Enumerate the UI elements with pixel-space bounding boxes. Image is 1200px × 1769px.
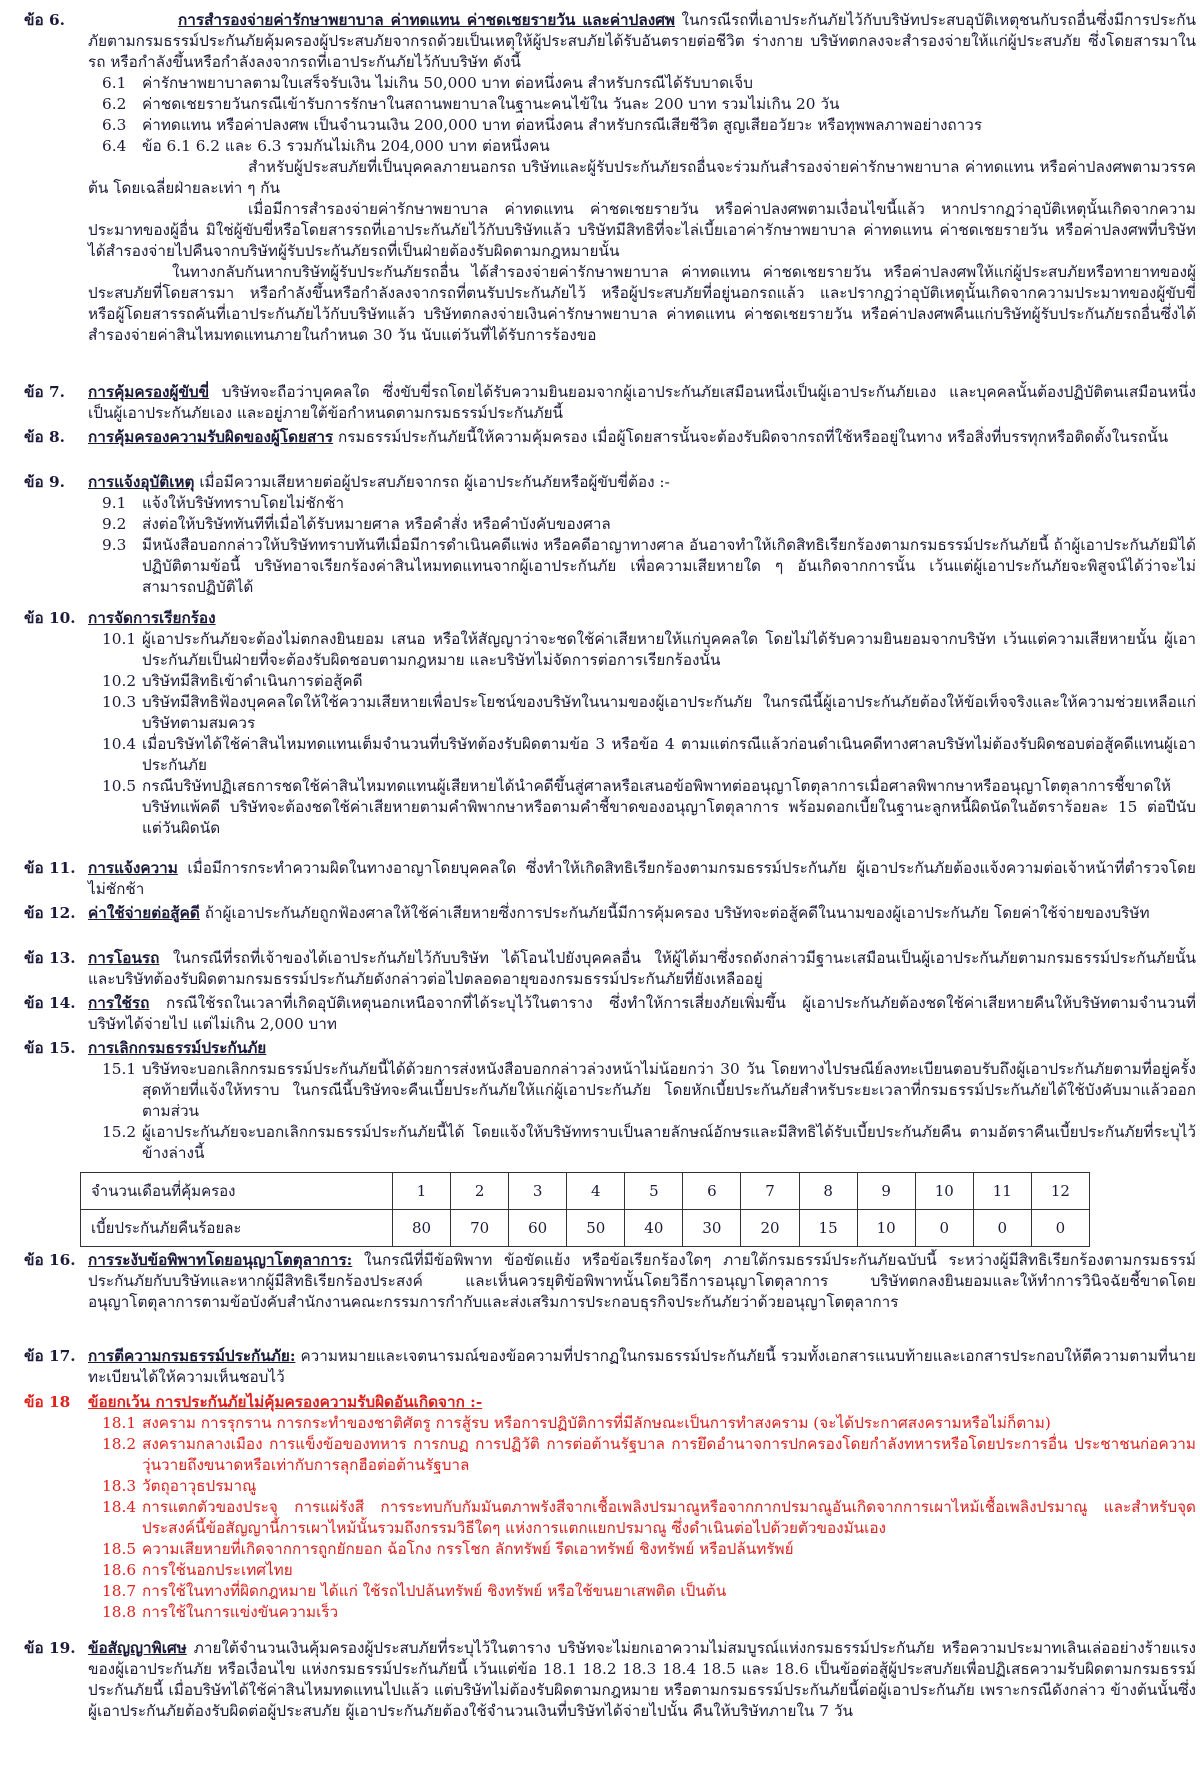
sub-clause <box>102 1497 1196 1539</box>
sub-clause-number: 9.3 <box>102 536 127 554</box>
sub-clause-text: กรณีบริษัทปฏิเสธการชดใช้ค่าสินไหมทดแทนผู้เสียหายได้นำคดีขึ้นสู่ศาลหรือเสนอข้อพิพาทต่ออนุญาโตตุลาการเมื่อศาลพิพากษาหรืออนุญาโตตุลาการชี้ขาดให้บริษัทแพ้คดี บริษัทจะต้องชดใช้ค่าเสียหายตามคำพิพากษาหรือตามคำชี้ขาดของอนุญาโตตุลาการ พร้อมดอกเบี้ยในฐานะลูกหนี้ผิดนัดในอัตราร้อยละ 15 ต่อปีนับแต่วันผิดนัด <box>142 777 1196 837</box>
clause-text: ถ้าผู้เอาประกันภัยถูกฟ้องศาลให้ใช้ค่าเสียหายซึ่งการประกันภัยนี้มีการคุ้มครอง บริษัทจะต่อสู้คดีในนามของผู้เอาประกันภัย โดยค่าใช้จ่ายของบริษัท <box>204 904 1150 922</box>
clause-paragraph <box>88 472 1196 493</box>
table-cell: 1 <box>393 1173 451 1210</box>
clause-paragraph <box>88 427 1196 448</box>
clause-number: ข้อ 11. <box>24 859 76 877</box>
clause-title: ข้อสัญญาพิเศษ <box>88 1639 187 1657</box>
clause-19 <box>24 1638 1196 1722</box>
clause-paragraph: ในทางกลับกันหากบริษัทผู้รับประกันภัยรถอื่น ได้สำรองจ่ายค่ารักษาพยาบาล ค่าทดแทน ค่าชดเชยรายวัน หรือค่าปลงศพให้แก่ผู้ประสบภัยหรือทายาทของผู้ประสบภัยที่โดยสารมา หรือกำลังขึ้นหรือกำลังลงจากรถที่ตนรับประกันภัยไว้ หรือผู้ประสบภัยที่อยู่นอกรถแล้ว และปรากฏว่าอุบัติเหตุนั้นเกิดจากความประมาทของผู้ขับขี่ หรือผู้โดยสารรถคันที่เอาประกันภัยไว้กับบริษัทแล้ว บริษัทตกลงจ่ายเงินค่ารักษาพยาบาล ค่าทดแทน ค่าชดเชยรายวัน หรือค่าปลงศพคืนแก่บริษัทผู้รับประกันภัยรถอื่นซึ่งได้สำรองจ่ายค่าสินไหมทดแทนภายในกำหนด 30 วัน นับแต่วันที่ได้รับการร้องขอ <box>88 263 1196 344</box>
clause-11 <box>24 858 1196 900</box>
sub-clause-text: ข้อ 6.1 6.2 และ 6.3 รวมกันไม่เกิน 204,000 บาท ต่อหนึ่งคน <box>142 137 550 155</box>
clause-paragraph <box>88 10 1196 73</box>
table-cell: 12 <box>1031 1173 1089 1210</box>
sub-clause <box>102 1581 1196 1602</box>
table-cell: 30 <box>683 1210 741 1247</box>
clause-title: การระงับข้อพิพาทโดยอนุญาโตตุลาการ: <box>88 1251 353 1269</box>
clause-number: ข้อ 19. <box>24 1639 76 1657</box>
clause-8 <box>24 427 1196 448</box>
clause-paragraph <box>88 1250 1196 1313</box>
sub-clause <box>102 115 1196 136</box>
sub-clause <box>102 1476 1196 1497</box>
sub-clause-text: ความเสียหายที่เกิดจากการถูกยักยอก ฉ้อโกง กรรโชก ลักทรัพย์ รีดเอาทรัพย์ ชิงทรัพย์ หรือปล้นทรัพย์ <box>142 1540 794 1558</box>
sub-clause-text: แจ้งให้บริษัททราบโดยไม่ชักช้า <box>142 494 345 512</box>
table-cell: 8 <box>799 1173 857 1210</box>
sub-clause <box>102 1602 1196 1623</box>
table-cell: 80 <box>393 1210 451 1247</box>
clause-paragraph <box>88 608 1196 629</box>
table-cell: 60 <box>509 1210 567 1247</box>
clause-16 <box>24 1250 1196 1313</box>
clause-paragraph <box>88 948 1196 990</box>
clause-number: ข้อ 17. <box>24 1347 76 1365</box>
clause-title: การโอนรถ <box>88 949 160 967</box>
sub-clause <box>102 776 1196 839</box>
clause-title: การแจ้งความ <box>88 859 178 877</box>
sub-clause-number: 10.1 <box>102 630 137 648</box>
clause-paragraph <box>88 1392 1196 1413</box>
sub-clause-number: 18.2 <box>102 1435 137 1453</box>
clause-title: ข้อยกเว้น การประกันภัยไม่คุ้มครองความรับผิดอันเกิดจาก :- <box>88 1393 483 1411</box>
clause-text: ภายใต้จำนวนเงินคุ้มครองผู้ประสบภัยที่ระบุไว้ในตาราง บริษัทจะไม่ยกเอาความไม่สมบูรณ์แห่งกรมธรรม์ประกันภัย หรือความประมาทเลินเล่ออย่างร้ายแรงของผู้เอาประกันภัย หรือเงื่อนไข แห่งกรมธรรม์ประกันภัยนี้ เว้นแต่ข้อ 18.1 18.2 18.3 18.4 18.5 และ 18.6 เป็นข้อต่อสู้ผู้ประสบภัยเพื่อปฏิเสธความรับผิดตามกรมธรรม์ประกันภัยนี้ เมื่อบริษัทได้ใช้ค่าสินไหมทดแทนไปแล้ว แต่บริษัทไม่ต้องรับผิดตามกฎหมาย หรือตามกรมธรรม์ประกันภัยนี้ต่อผู้เอาประกันภัย เพราะกรณีดังกล่าว ข้างต้นนั้นซึ่งผู้เอาประกันภัยต้องรับผิดต่อผู้ประสบภัย ผู้เอาประกันภัยต้องใช้จำนวนเงินที่บริษัทได้จ่ายไปนั้น คืนให้บริษัทภายใน 7 วัน <box>88 1639 1196 1720</box>
clause-12 <box>24 903 1196 924</box>
clause-text: ในกรณีที่รถที่เจ้าของได้เอาประกันภัยไว้กับบริษัท ได้โอนไปยังบุคคลอื่น ให้ผู้ได้มาซึ่งรถดังกล่าวมีฐานะเสมือนเป็นผู้เอาประกันภัยตามกรมธรรม์ประกันภัยนั้น และบริษัทต้องรับผิดตามกรมธรรม์ประกันภัยดังกล่าวต่อไปตลอดอายุของกรมธรรม์ประกันภัยที่ยังเหลืออยู่ <box>88 949 1196 988</box>
sub-clause-text: ค่าทดแทน หรือค่าปลงศพ เป็นจำนวนเงิน 200,000 บาท ต่อหนึ่งคน สำหรับกรณีเสียชีวิต สูญเสียอวัยวะ หรือทุพพลภาพอย่างถาวร <box>142 116 983 134</box>
refund-rate-table <box>80 1172 1090 1247</box>
clause-text: เมื่อมีความเสียหายต่อผู้ประสบภัยจากรถ ผู้เอาประกันภัยหรือผู้ขับขี่ต้อง :- <box>199 473 670 491</box>
sub-clause-number: 6.1 <box>102 74 127 92</box>
table-cell: 4 <box>567 1173 625 1210</box>
sub-clause-text: สงคราม การรุกราน การกระทำของชาติศัตรู การสู้รบ หรือการปฏิบัติการที่มีลักษณะเป็นการทำสงคราม (จะได้ประกาศสงครามหรือไม่ก็ตาม) <box>142 1414 1051 1432</box>
clause-title: การสำรองจ่ายค่ารักษาพยาบาล ค่าทดแทน ค่าชดเชยรายวัน และค่าปลงศพ <box>178 11 675 29</box>
clause-paragraph <box>88 903 1196 924</box>
clause-text: บริษัทจะถือว่าบุคคลใด ซึ่งขับขี่รถโดยได้รับความยินยอมจากผู้เอาประกันภัยเสมือนหนึ่งเป็นผู้เอาประกันภัยเอง และบุคคลนั้นต้องปฏิบัติตนเสมือนหนึ่งเป็นผู้เอาประกันภัยเอง และอยู่ภายใต้ข้อกำหนดตามกรมธรรม์ประกันภัยนี้ <box>88 383 1196 422</box>
clause-14 <box>24 993 1196 1035</box>
clause-number: ข้อ 9. <box>24 473 65 491</box>
clause-title: การคุ้มครองผู้ขับขี่ <box>88 383 210 401</box>
clause-15 <box>24 1038 1196 1247</box>
clause-text: เมื่อมีการกระทำความผิดในทางอาญาโดยบุคคลใด ซึ่งทำให้เกิดสิทธิเรียกร้องตามกรมธรรม์ประกันภัย ผู้เอาประกันภัยต้องแจ้งความต่อเจ้าหน้าที่ตำรวจโดยไม่ชักช้า <box>88 859 1196 898</box>
table-row-months <box>81 1173 1090 1210</box>
table-cell: 0 <box>1031 1210 1089 1247</box>
sub-clause <box>102 493 1196 514</box>
sub-clause <box>102 692 1196 734</box>
table-cell: 70 <box>451 1210 509 1247</box>
clause-text: กรมธรรม์ประกันภัยนี้ให้ความคุ้มครอง เมื่อผู้โดยสารนั้นจะต้องรับผิดจากรถที่ใช้หรืออยู่ในทาง หรือสิ่งที่บรรทุกหรือติดตั้งในรถนั้น <box>338 428 1169 446</box>
row-label: จำนวนเดือนที่คุ้มครอง <box>81 1173 393 1210</box>
clause-number: ข้อ 14. <box>24 994 76 1012</box>
table-cell: 11 <box>973 1173 1031 1210</box>
clause-number: ข้อ 13. <box>24 949 76 967</box>
table-cell: 0 <box>915 1210 973 1247</box>
sub-clause-number: 10.2 <box>102 672 137 690</box>
clause-9 <box>24 472 1196 598</box>
clause-title: การใช้รถ <box>88 994 150 1012</box>
clause-17 <box>24 1346 1196 1388</box>
sub-clause-text: ผู้เอาประกันภัยจะบอกเลิกกรมธรรม์ประกันภัยนี้ได้ โดยแจ้งให้บริษัททราบเป็นลายลักษณ์อักษรและมีสิทธิได้รับเบี้ยประกันภัยคืน ตามอัตราคืนเบี้ยประกันภัยที่ระบุไว้ข้างล่างนี้ <box>142 1123 1196 1162</box>
table-cell: 3 <box>509 1173 567 1210</box>
sub-clause <box>102 73 1196 94</box>
clause-7 <box>24 382 1196 424</box>
sub-clause-text: การใช้ในการแข่งขันความเร็ว <box>142 1603 339 1621</box>
clause-number: ข้อ 7. <box>24 383 65 401</box>
sub-clause-number: 15.1 <box>102 1060 137 1078</box>
sub-clause-number: 6.4 <box>102 137 127 155</box>
sub-clause-number: 18.8 <box>102 1603 137 1621</box>
table-cell: 10 <box>857 1210 915 1247</box>
sub-clause-text: สงครามกลางเมือง การแข็งข้อของทหาร การกบฏ การปฏิวัติ การต่อต้านรัฐบาล การยึดอำนาจการปกครองโดยกำลังทหารหรือโดยประการอื่น ประชาชนก่อความวุ่นวายถึงขนาดหรือเท่ากับการลุกฮือต่อต้านรัฐบาล <box>142 1435 1196 1474</box>
clause-paragraph: สำหรับผู้ประสบภัยที่เป็นบุคคลภายนอกรถ บริษัทและผู้รับประกันภัยรถอื่นจะร่วมกันสำรองจ่ายค่ารักษาพยาบาล ค่าทดแทน หรือค่าปลงศพตามวรรคต้น โดยเฉลี่ยฝ่ายละเท่า ๆ กัน <box>88 158 1196 197</box>
clause-title: การคุ้มครองความรับผิดของผู้โดยสาร <box>88 428 334 446</box>
sub-clause-number: 18.1 <box>102 1414 137 1432</box>
sub-clause-number: 18.4 <box>102 1498 137 1516</box>
table-cell: 5 <box>625 1173 683 1210</box>
sub-clause-text: การใช้ในทางที่ผิดกฎหมาย ได้แก่ ใช้รถไปปล้นทรัพย์ ชิงทรัพย์ หรือใช้ขนยาเสพติด เป็นต้น <box>142 1582 727 1600</box>
sub-clause <box>102 535 1196 598</box>
sub-clause <box>102 1413 1196 1434</box>
clause-text: ความหมายและเจตนารมณ์ของข้อความที่ปรากฏในกรมธรรม์ประกันภัยนี้ รวมทั้งเอกสารแนบท้ายและเอกสารประกอบให้ตีความตามที่นายทะเบียนได้ให้ความเห็นชอบไว้ <box>88 1347 1196 1386</box>
clause-text: ในกรณีที่มีข้อพิพาท ข้อขัดแย้ง หรือข้อเรียกร้องใดๆ ภายใต้กรมธรรม์ประกันภัยฉบับนี้ ระหว่างผู้มีสิทธิเรียกร้องตามกรมธรรม์ประกันภัยกับบริษัทและหากผู้มีสิทธิเรียกร้องประสงค์ และเห็นควรยุติข้อพิพาทนั้นโดยวิธีการอนุญาโตตุลาการ บริษัทตกลงยินยอมและให้ทำการวินิจฉัยชี้ขาดโดยอนุญาโตตุลาการตามข้อบังคับสำนักงานคณะกรรมการกำกับและส่งเสริมการประกอบธุรกิจประกันภัยว่าด้วยอนุญาโตตุลาการ <box>88 1251 1196 1311</box>
sub-clause-number: 10.5 <box>102 777 137 795</box>
sub-clause <box>102 629 1196 671</box>
clause-title: การแจ้งอุบัติเหตุ <box>88 473 195 491</box>
sub-clause-number: 18.5 <box>102 1540 137 1558</box>
sub-clause-text: ผู้เอาประกันภัยจะต้องไม่ตกลงยินยอม เสนอ หรือให้สัญญาว่าจะชดใช้ค่าเสียหายให้แก่บุคคลใด โดยไม่ได้รับความยินยอมจากบริษัท เว้นแต่ความเสียหายนั้น ผู้เอาประกันภัยเป็นฝ่ายที่จะต้องรับผิดชอบตามกฎหมาย และบริษัทไม่จัดการต่อการเรียกร้องนั้น <box>142 630 1196 669</box>
sub-clause-text: เมื่อบริษัทได้ใช้ค่าสินไหมทดแทนเต็มจำนวนที่บริษัทต้องรับผิดตามข้อ 3 หรือข้อ 4 ตามแต่กรณีแล้วก่อนดำเนินคดีทางศาลบริษัทไม่ต้องรับผิดชอบต่อสู้คดีแทนผู้เอาประกันภัย <box>142 735 1196 774</box>
sub-clause-text: ส่งต่อให้บริษัททันทีที่เมื่อได้รับหมายศาล หรือคำสั่ง หรือคำบังคับของศาล <box>142 515 611 533</box>
clause-paragraph <box>88 993 1196 1035</box>
sub-clause-number: 10.3 <box>102 693 137 711</box>
sub-clause-text: บริษัทมีสิทธิเข้าดำเนินการต่อสู้คดี <box>142 672 363 690</box>
clause-text: ในกรณีรถที่เอาประกันภัยไว้กับบริษัทประสบอุบัติเหตุชนกับรถอื่นซึ่งมีการประกันภัยตามกรมธรรม์ประกันภัยคุ้มครองผู้ประสบภัยจากรถด้วยเป็นเหตุให้ผู้ประสบภัยได้รับอันตรายต่อชีวิต ร่างกาย บริษัทตกลงจะสำรองจ่ายให้แก่ผู้ประสบภัย ซึ่งโดยสารมาในรถ หรือกำลังขึ้นหรือกำลังลงจากรถที่เอาประกันภัยไว้กับบริษัท ดังนี้ <box>88 11 1196 71</box>
sub-clause <box>102 671 1196 692</box>
table-cell: 40 <box>625 1210 683 1247</box>
clause-number: ข้อ 16. <box>24 1251 76 1269</box>
clause-paragraph <box>88 382 1196 424</box>
clause-number: ข้อ 18 <box>24 1393 71 1411</box>
sub-clause-text: บริษัทจะบอกเลิกกรมธรรม์ประกันภัยนี้ได้ด้วยการส่งหนังสือบอกกล่าวล่วงหน้าไม่น้อยกว่า 30 วัน โดยทางไปรษณีย์ลงทะเบียนตอบรับถึงผู้เอาประกันภัยตามที่อยู่ครั้งสุดท้ายที่แจ้งให้ทราบ ในกรณีนี้บริษัทจะคืนเบี้ยประกันภัยให้แก่ผู้เอาประกันภัย โดยหักเบี้ยประกันภัยสำหรับระยะเวลาที่กรมธรรม์ประกันภัยได้ใช้บังคับมาแล้วออกตามส่วน <box>142 1060 1196 1120</box>
sub-clause <box>102 514 1196 535</box>
sub-clause-number: 9.2 <box>102 515 127 533</box>
table-cell: 0 <box>973 1210 1031 1247</box>
sub-clause-text: วัตถุอาวุธปรมาณู <box>142 1477 257 1495</box>
sub-clause-number: 6.3 <box>102 116 127 134</box>
sub-clause-number: 10.4 <box>102 735 137 753</box>
table-cell: 20 <box>741 1210 799 1247</box>
clause-number: ข้อ 15. <box>24 1039 76 1057</box>
clause-paragraph <box>88 1346 1196 1388</box>
table-row-refunds <box>81 1210 1090 1247</box>
sub-clause <box>102 1560 1196 1581</box>
sub-clause-number: 15.2 <box>102 1123 137 1141</box>
clause-13 <box>24 948 1196 990</box>
sub-clause-text: การใช้นอกประเทศไทย <box>142 1561 293 1579</box>
sub-clause-number: 18.6 <box>102 1561 137 1579</box>
sub-clause-text: มีหนังสือบอกกล่าวให้บริษัททราบทันทีเมื่อมีการดำเนินคดีแพ่ง หรือคดีอาญาทางศาล อันอาจทำให้เกิดสิทธิเรียกร้องตามกรมธรรม์ประกันภัยนี้ ถ้าผู้เอาประกันภัยมิได้ปฏิบัติตามข้อนี้ บริษัทอาจเรียกร้องค่าสินไหมทดแทนจากผู้เอาประกันภัย เพื่อความเสียหายใด ๆ อันเกิดจากการนั้น เว้นแต่ผู้เอาประกันภัยจะพิสูจน์ได้ว่าจะไม่สามารถปฏิบัติได้ <box>142 536 1196 596</box>
table-cell: 10 <box>915 1173 973 1210</box>
clause-title: การตีความกรมธรรม์ประกันภัย: <box>88 1347 296 1365</box>
clause-number: ข้อ 8. <box>24 428 65 446</box>
clause-number: ข้อ 10. <box>24 609 76 627</box>
table-cell: 9 <box>857 1173 915 1210</box>
sub-clause <box>102 136 1196 157</box>
clause-number: ข้อ 6. <box>24 11 65 29</box>
sub-clause <box>102 94 1196 115</box>
sub-clause-text: ค่ารักษาพยาบาลตามใบเสร็จรับเงิน ไม่เกิน 50,000 บาท ต่อหนึ่งคน สำหรับกรณีได้รับบาดเจ็บ <box>142 74 753 92</box>
sub-clause <box>102 1434 1196 1476</box>
sub-clause-number: 18.7 <box>102 1582 137 1600</box>
clause-18-exclusions <box>24 1392 1196 1623</box>
clause-10 <box>24 608 1196 839</box>
clause-title: การจัดการเรียกร้อง <box>88 609 216 627</box>
clause-6 <box>24 10 1196 346</box>
table-cell: 50 <box>567 1210 625 1247</box>
clause-title: ค่าใช้จ่ายต่อสู้คดี <box>88 904 200 922</box>
clause-paragraph <box>88 1038 1196 1059</box>
sub-clause <box>102 1059 1196 1122</box>
sub-clause-text: บริษัทมีสิทธิฟ้องบุคคลใดให้ใช้ความเสียหายเพื่อประโยชน์ของบริษัทในนามของผู้เอาประกันภัย ในกรณีนี้ผู้เอาประกันภัยต้องให้ข้อเท็จจริงและให้ความช่วยเหลือแก่บริษัทตามสมควร <box>142 693 1196 732</box>
sub-clause-text: การแตกตัวของประจุ การแผ่รังสี การระทบกับกัมมันตภาพรังสีจากเชื้อเพลิงปรมาณูหรือจากกากปรมาณูอันเกิดจากการเผาไหม้เชื้อเพลิงปรมาณู และสำหรับจุดประสงค์นี้ข้อสัญญานี้การเผาไหม้นั้นรวมถึงกรรมวิธีใดๆ แห่งการแตกแยกปรมาณู ซึ่งดำเนินต่อไปด้วยตัวของมันเอง <box>142 1498 1196 1537</box>
sub-clause <box>102 734 1196 776</box>
table-cell: 7 <box>741 1173 799 1210</box>
sub-clause-number: 9.1 <box>102 494 127 512</box>
clause-paragraph <box>88 858 1196 900</box>
table-cell: 6 <box>683 1173 741 1210</box>
sub-clause-number: 6.2 <box>102 95 127 113</box>
sub-clause <box>102 1539 1196 1560</box>
row-label: เบี้ยประกันภัยคืนร้อยละ <box>81 1210 393 1247</box>
clause-number: ข้อ 12. <box>24 904 76 922</box>
clause-text: กรณีใช้รถในเวลาที่เกิดอุบัติเหตุนอกเหนือจากที่ได้ระบุไว้ในตาราง ซึ่งทำให้การเสี่ยงภัยเพิ่มขึ้น ผู้เอาประกันภัยต้องชดใช้ค่าเสียหายคืนให้บริษัทตามจำนวนที่บริษัทได้จ่ายไป แต่ไม่เกิน 2,000 บาท <box>88 994 1196 1033</box>
sub-clause-number: 18.3 <box>102 1477 137 1495</box>
sub-clause <box>102 1122 1196 1164</box>
sub-clause-text: ค่าชดเชยรายวันกรณีเข้ารับการรักษาในสถานพยาบาลในฐานะคนไข้ใน วันละ 200 บาท รวมไม่เกิน 20 วัน <box>142 95 840 113</box>
clause-paragraph <box>88 1638 1196 1722</box>
clause-paragraph: เมื่อมีการสำรองจ่ายค่ารักษาพยาบาล ค่าทดแทน ค่าชดเชยรายวัน หรือค่าปลงศพตามเงื่อนไขนี้แล้ว หากปรากฏว่าอุบัติเหตุนั้นเกิดจากความประมาทของผู้อื่น มิใช่ผู้ขับขี่หรือโดยสารรถที่เอาประกันภัยไว้กับบริษัทแล้ว บริษัทมีสิทธิที่จะไล่เบี้ยเอาค่ารักษาพยาบาล ค่าทดแทน ค่าชดเชยรายวัน หรือค่าปลงศพที่บริษัทได้สำรองจ่ายไปคืนจากบริษัทผู้รับประกันภัยรถที่เป็นฝ่ายต้องรับผิดตามกฎหมายนั้น <box>88 200 1196 260</box>
clause-title: การเลิกกรมธรรม์ประกันภัย <box>88 1039 267 1057</box>
table-cell: 15 <box>799 1210 857 1247</box>
table-cell: 2 <box>451 1173 509 1210</box>
